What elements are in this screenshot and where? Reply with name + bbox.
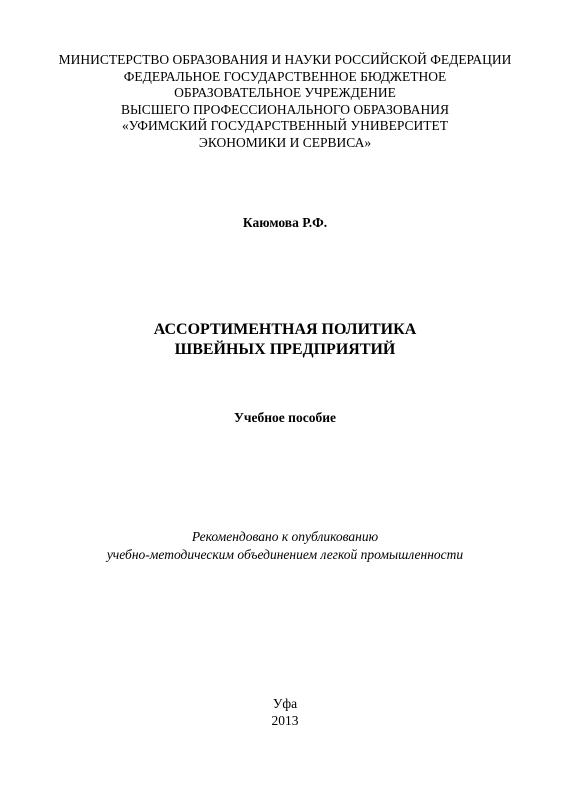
institution-line-higher-education: ВЫСШЕГО ПРОФЕССИОНАЛЬНОГО ОБРАЗОВАНИЯ: [120, 101, 450, 117]
institution-header: [0, 52, 570, 152]
publication-place: Уфа: [272, 696, 298, 711]
institution-line-educational: ОБРАЗОВАТЕЛЬНОЕ УЧРЕЖДЕНИЕ: [174, 85, 396, 101]
institution-line-ministry: МИНИСТЕРСТВО ОБРАЗОВАНИЯ И НАУКИ РОССИЙСКОЙ ФЕДЕРАЦИИ: [58, 52, 512, 67]
book-title-line-1: АССОРТИМЕНТНАЯ ПОЛИТИКА: [153, 321, 417, 338]
author-name: Каюмова Р.Ф.: [242, 215, 328, 230]
recommendation-note: [0, 528, 570, 563]
institution-line-economics-service: ЭКОНОМИКИ И СЕРВИСА»: [198, 134, 372, 150]
recommendation-line-2: учебно-методическим объединением легкой промышленности: [106, 546, 464, 562]
book-title-line-2: ШВЕЙНЫХ ПРЕДПРИЯТИЙ: [174, 341, 396, 358]
recommendation-line-1: Рекомендовано к опубликованию: [191, 529, 379, 544]
publication-year: 2013: [271, 713, 299, 728]
book-title: [0, 320, 570, 360]
institution-line-university: «УФИМСКИЙ ГОСУДАРСТВЕННЫЙ УНИВЕРСИТЕТ: [121, 118, 448, 134]
imprint: [0, 695, 570, 729]
book-subtitle: Учебное пособие: [234, 410, 336, 425]
institution-line-federal: ФЕДЕРАЛЬНОЕ ГОСУДАРСТВЕННОЕ БЮДЖЕТНОЕ: [123, 68, 447, 84]
